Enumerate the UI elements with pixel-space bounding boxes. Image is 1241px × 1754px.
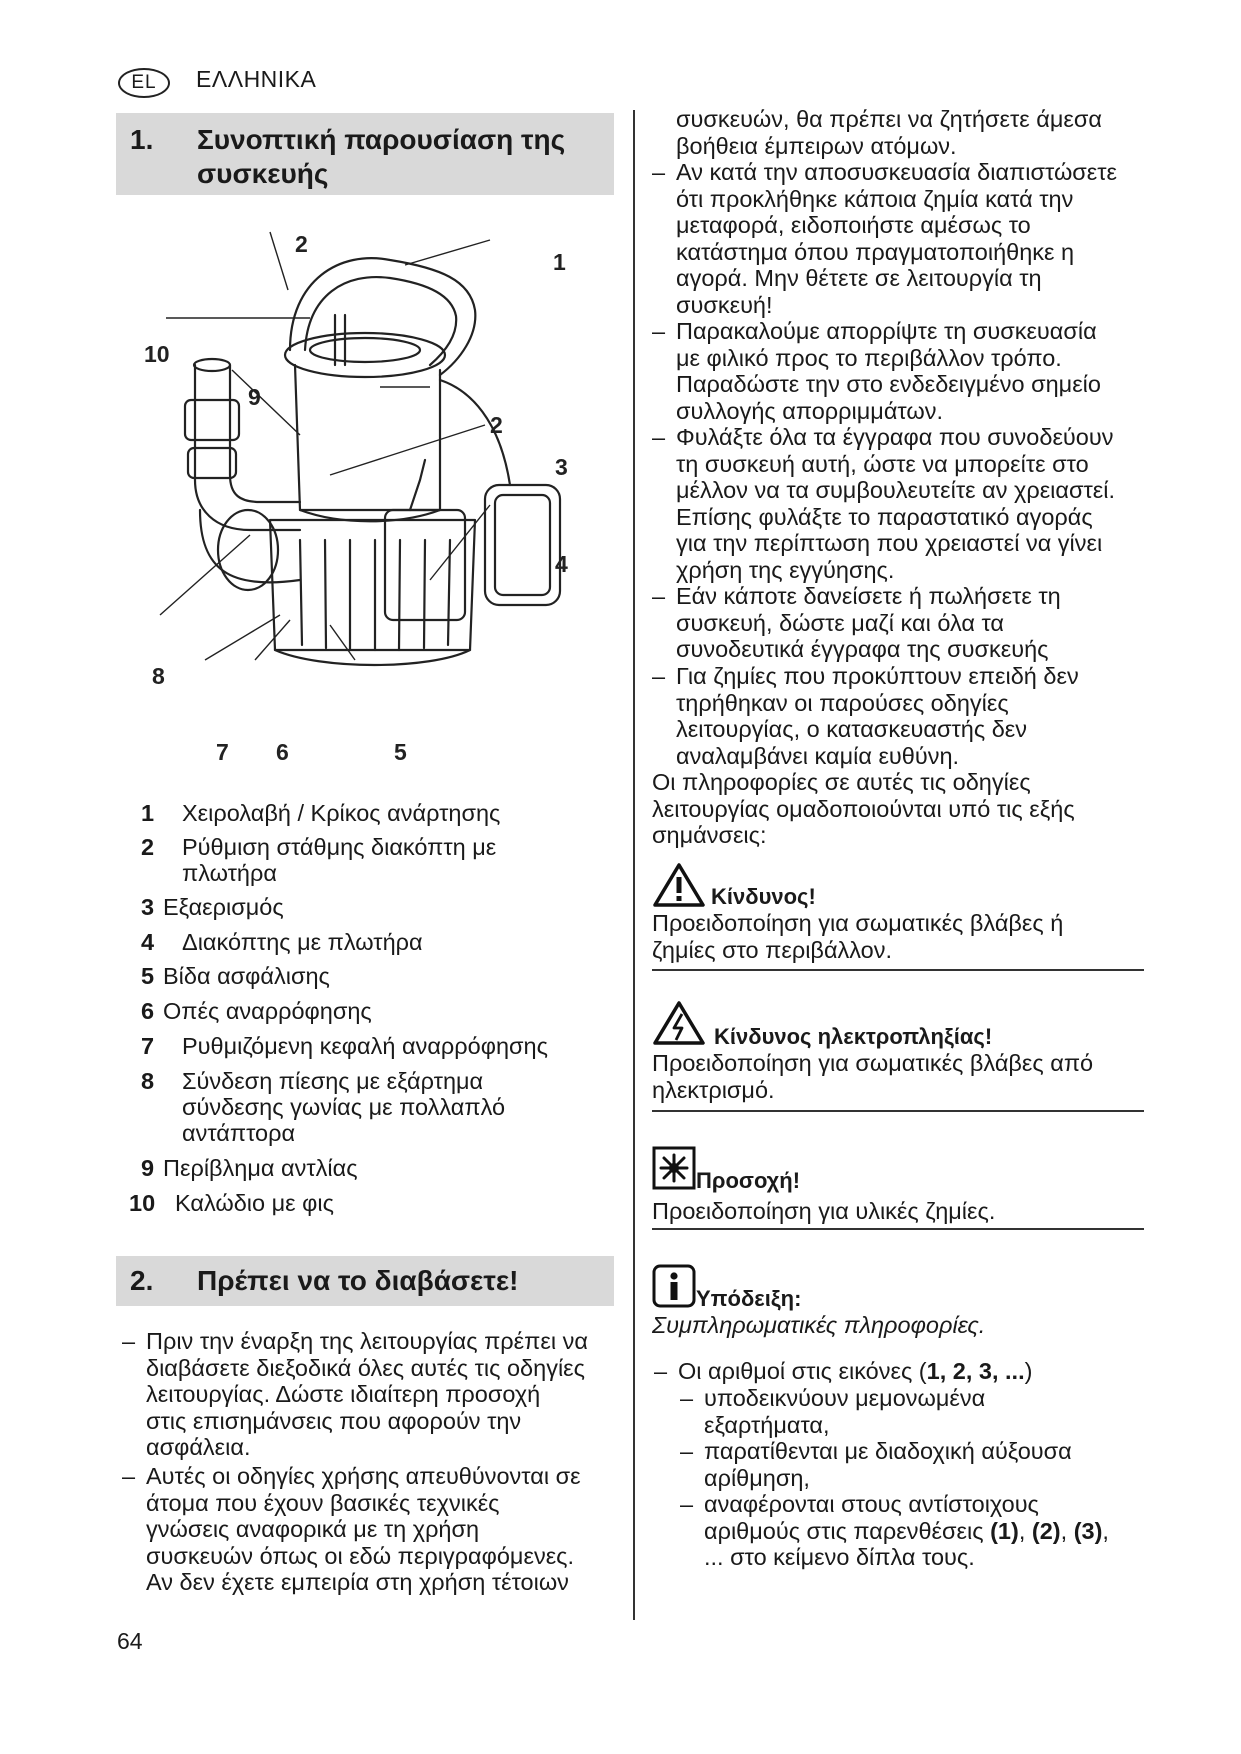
figure-label-4: 4 <box>555 551 568 577</box>
legend-item: 3 Εξαερισμός <box>141 894 284 920</box>
pump-illustration <box>140 220 610 780</box>
electric-shock-icon <box>652 1000 706 1046</box>
notice-caution: Προσοχή! Προειδοποίηση για υλικές ζημίες. <box>652 1146 1144 1230</box>
figure-label-2b: 2 <box>490 412 503 438</box>
legend-item: 5 Βίδα ασφάλισης <box>141 963 330 989</box>
legend-item: 1 Χειρολαβή / Κρίκος ανάρτησης <box>141 800 501 826</box>
column-divider <box>633 110 635 1620</box>
figure-label-1: 1 <box>553 249 566 275</box>
legend-item: 2 Ρύθμιση στάθμης διακόπτη με πλωτήρα <box>141 834 497 886</box>
info-icon <box>652 1264 696 1308</box>
figure-numbers-note: – Οι αριθμοί στις εικόνες (1, 2, 3, ...) – υποδεικνύουν μεμονωμένα εξαρτήματα, – παρατίθενται με διαδοχική αύξουσα αρίθμηση, – αναφέρονται στους αντίστοιχους αριθμούς στις παρενθέσεις (1), (2), (3), ... στο κείμενο δίπλα τους. <box>654 1358 1109 1570</box>
notice-electric-shock: Κίνδυνος ηλεκτροπληξίας! Προειδοποίηση για σωματικές βλάβες από ηλεκτρισμό. <box>652 1000 1144 1110</box>
figure-label-7: 7 <box>216 739 229 765</box>
section-1-title-line1: Συνοπτική παρουσίαση της <box>197 124 566 155</box>
legend-item: 4 Διακόπτης με πλωτήρα <box>141 929 423 955</box>
figure-label-10: 10 <box>144 341 170 367</box>
section-2-right-text: συσκευών, θα πρέπει να ζητήσετε άμεσα βοήθεια έμπειρων ατόμων. – Αν κατά την αποσυσκευασία διαπιστώσετε ότι προκλήθηκε κάποια ζημία κατά την μεταφορά, ειδοποιήστε αμέσως το κατάστημα όπου πραγματοποιήθηκε η αγορά. Μην θέτετε σε λειτουργία τη συσκευή! – Παρακαλούμε απορρίψτε τη συσκευασία με φιλικό προς το περιβάλλον τρόπο. Παραδώστε την στο ενδεδειγμένο σημείο συλλογής απορριμμάτων. – Φυλάξτε όλα τα έγγραφα που συνοδεύουν τη συσκευή αυτή, ώστε να μπορείτε στο μέλλον να τα συμβουλευτείτε αν χρειαστεί. Επίσης φυλάξτε το παραστατικό αγοράς για την περίπτωση που χρειαστεί να γίνει χρήση της εγγύησης. – Εάν κάποτε δανείσετε ή πωλήσετε τη συσκευή, δώστε μαζί και όλα τα συνοδευτικά έγγραφα της συσκευής – Για ζημίες που προκύπτουν επειδή δεν τηρήθηκαν οι παρούσες οδηγίες λειτουργίας, ο κατασκευαστής δεν αναλαμβάνει καμία ευθύνη. Οι πληροφορίες σε αυτές τις οδηγίες λειτουργίας ομαδοποιούνται υπό τις εξής σημάνσεις: <box>652 106 1118 848</box>
continuation-text: συσκευών, θα πρέπει να ζητήσετε άμεσα βοήθεια έμπειρων ατόμων. <box>676 106 1102 159</box>
figure-label-9: 9 <box>248 384 261 410</box>
section-2-number: 2. <box>130 1265 154 1296</box>
language-badge: EL <box>118 68 170 98</box>
warning-triangle-icon <box>652 862 706 908</box>
figure-label-2a: 2 <box>295 231 308 257</box>
figure-label-3: 3 <box>555 454 568 480</box>
legend-item: 9 Περίβλημα αντλίας <box>141 1155 358 1181</box>
legend-item: 8 Σύνδεση πίεσης με εξάρτημα σύνδεσης γωνίας με πολλαπλό αντάπτορα <box>141 1068 506 1146</box>
legend-item: 10 Καλώδιο με φις <box>129 1190 334 1216</box>
caution-damage-icon <box>652 1146 696 1190</box>
markings-intro: Οι πληροφορίες σε αυτές τις οδηγίες λειτουργίας ομαδοποιούνται υπό τις εξής σημάνσεις: <box>652 769 1075 848</box>
figure-label-8: 8 <box>152 663 165 689</box>
section-2-heading <box>116 1256 614 1306</box>
page-number: 64 <box>117 1628 143 1654</box>
section-1-number: 1. <box>130 124 154 155</box>
language-label: ΕΛΛΗΝΙΚΑ <box>196 66 317 92</box>
notice-danger: Κίνδυνος! Προειδοποίηση για σωματικές βλάβες ή ζημίες στο περιβάλλον. <box>652 862 1144 972</box>
legend-item: 7 Ρυθμιζόμενη κεφαλή αναρρόφησης <box>141 1033 548 1059</box>
section-1-title-line2: συσκευής <box>197 158 329 189</box>
section-2-title: Πρέπει να το διαβάσετε! <box>197 1265 519 1296</box>
figure-label-5: 5 <box>394 739 407 765</box>
figure-label-6: 6 <box>276 739 289 765</box>
legend-item: 6 Οπές αναρρόφησης <box>141 998 372 1024</box>
section-1-heading <box>116 113 614 195</box>
notice-hint: Υπόδειξη: Συμπληρωματικές πληροφορίες. <box>652 1264 1144 1334</box>
section-2-left-text: – Πριν την έναρξη της λειτουργίας πρέπει να διαβάσετε διεξοδικά όλες αυτές τις οδηγίες λειτουργίας. Δώστε ιδιαίτερη προσοχή στις επισημάνσεις που αφορούν την ασφάλεια. – Αυτές οι οδηγίες χρήσης απευθύνονται σε άτομα που έχουν βασικές τεχνικές γνώσεις αναφορικά με τη χρήση συσκευών όπως οι εδώ περιγραφόμενες. Αν δεν έχετε εμπειρία στη χρήση τέτοιων <box>122 1328 588 1595</box>
